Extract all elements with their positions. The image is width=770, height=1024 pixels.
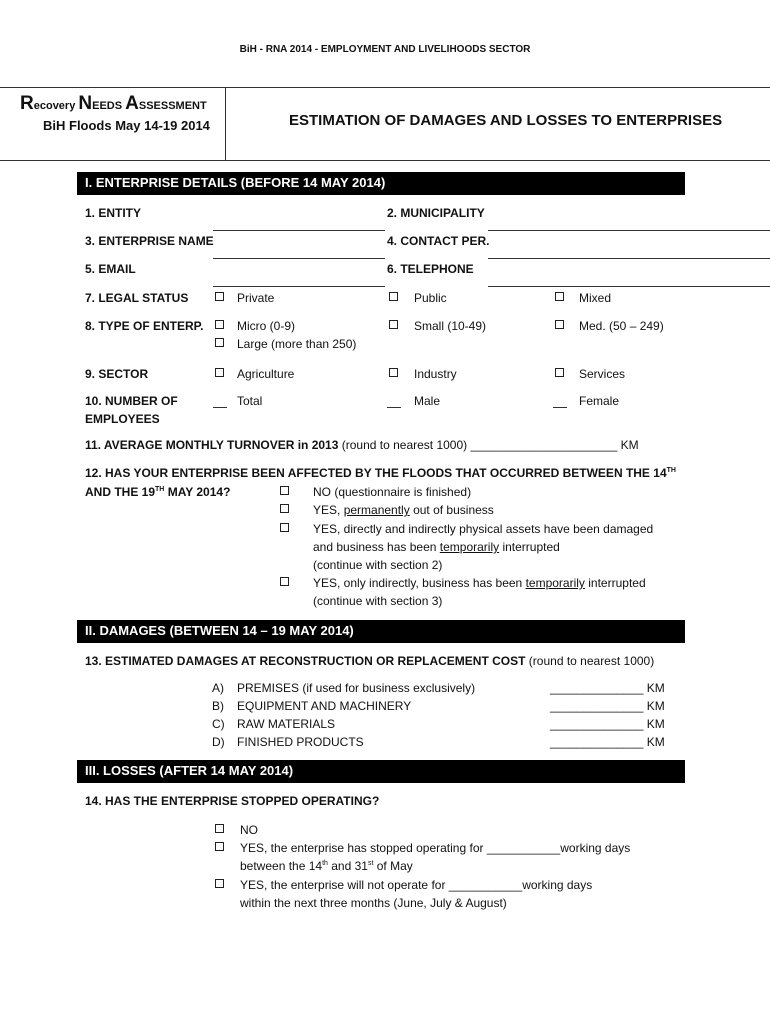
damage-premises-label: PREMISES (if used for business exclusively) <box>237 681 476 695</box>
legal-private-label: Private <box>237 291 275 305</box>
municipality-label: 2. MUNICIPALITY <box>387 206 485 220</box>
section-1-title: I. ENTERPRISE DETAILS (BEFORE 14 MAY 2014) <box>77 172 685 195</box>
type-large-checkbox[interactable] <box>215 338 224 347</box>
flood-no-label: NO (questionnaire is finished) <box>313 485 472 499</box>
legal-status-label: 7. LEGAL STATUS <box>85 291 189 305</box>
stopped-may-checkbox[interactable] <box>215 842 224 851</box>
rna-subtitle: BiH Floods May 14-19 2014 <box>43 118 210 133</box>
type-micro-checkbox[interactable] <box>215 320 224 329</box>
sector-label: 9. SECTOR <box>85 367 149 381</box>
damage-raw-materials-field[interactable]: ______________ KM <box>550 717 665 731</box>
employees-total-label: Total <box>237 394 263 408</box>
telephone-field[interactable] <box>488 286 770 287</box>
stopped-may-label-2: between the 14th and 31st of May <box>240 859 413 873</box>
flood-direct-label: YES, directly and indirectly physical assets have been damaged <box>313 522 654 536</box>
sector-industry-checkbox[interactable] <box>389 368 398 377</box>
flood-question: 12. HAS YOUR ENTERPRISE BEEN AFFECTED BY THE FLOODS THAT OCCURRED BETWEEN THE 14TH <box>85 466 676 480</box>
damage-finished-products-label: FINISHED PRODUCTS <box>237 735 364 749</box>
telephone-label: 6. TELEPHONE <box>387 262 474 276</box>
flood-permanent-label: YES, permanently out of business <box>313 503 494 517</box>
damage-letter-a: A) <box>212 681 224 695</box>
type-micro-label: Micro (0-9) <box>237 319 296 333</box>
flood-indirect-label: YES, only indirectly, business has been temporarily interrupted <box>313 576 646 590</box>
rna-title: Recovery NEEDS ASSESSMENT <box>20 93 207 114</box>
section-3-title: III. LOSSES (AFTER 14 MAY 2014) <box>77 760 685 783</box>
stopped-summer-label-2: within the next three months (June, July & August) <box>240 896 507 910</box>
damage-finished-products-field[interactable]: ______________ KM <box>550 735 665 749</box>
stopped-no-label: NO <box>240 823 258 837</box>
flood-permanent-checkbox[interactable] <box>280 504 289 513</box>
enterprise-type-label: 8. TYPE OF ENTERP. <box>85 319 204 333</box>
legal-mixed-label: Mixed <box>579 291 612 305</box>
document-header: BiH - RNA 2014 - EMPLOYMENT AND LIVELIHOODS SECTOR <box>239 44 531 55</box>
legal-private-checkbox[interactable] <box>215 292 224 301</box>
email-label: 5. EMAIL <box>85 262 136 276</box>
stopped-summer-checkbox[interactable] <box>215 879 224 888</box>
sector-services-label: Services <box>579 367 626 381</box>
contact-label: 4. CONTACT PER. <box>387 234 490 248</box>
municipality-field[interactable] <box>488 230 770 231</box>
type-small-checkbox[interactable] <box>389 320 398 329</box>
flood-no-checkbox[interactable] <box>280 486 289 495</box>
employees-female-field[interactable] <box>553 407 567 408</box>
entity-label: 1. ENTITY <box>85 206 142 220</box>
legal-mixed-checkbox[interactable] <box>555 292 564 301</box>
stopped-summer-label: YES, the enterprise will not operate for ___________working days <box>240 878 593 892</box>
flood-direct-label-3: (continue with section 2) <box>313 558 443 572</box>
sector-services-checkbox[interactable] <box>555 368 564 377</box>
type-small-label: Small (10-49) <box>414 319 487 333</box>
damage-letter-d: D) <box>212 735 225 749</box>
employees-female-label: Female <box>579 394 620 408</box>
document-title: ESTIMATION OF DAMAGES AND LOSSES TO ENTERPRISES <box>289 112 723 129</box>
employees-male-field[interactable] <box>387 407 401 408</box>
type-medium-checkbox[interactable] <box>555 320 564 329</box>
contact-field[interactable] <box>488 258 770 259</box>
turnover-question: 11. AVERAGE MONTHLY TURNOVER in 2013 (round to nearest 1000) ______________________ KM <box>85 438 639 452</box>
section-2-title: II. DAMAGES (BETWEEN 14 – 19 MAY 2014) <box>77 620 685 643</box>
sector-agriculture-label: Agriculture <box>237 367 295 381</box>
flood-direct-label-2: and business has been temporarily interrupted <box>313 540 560 554</box>
damage-equipment-field[interactable]: ______________ KM <box>550 699 665 713</box>
enterprise-name-field[interactable] <box>213 258 385 259</box>
title-band-divider <box>225 87 226 160</box>
type-medium-label: Med. (50 – 249) <box>579 319 664 333</box>
stopped-may-label: YES, the enterprise has stopped operating for ___________working days <box>240 841 631 855</box>
employees-total-field[interactable] <box>213 407 227 408</box>
stopped-operating-question: 14. HAS THE ENTERPRISE STOPPED OPERATING? <box>85 794 380 808</box>
damage-premises-field[interactable]: ______________ KM <box>550 681 665 695</box>
enterprise-name-label: 3. ENTERPRISE NAME <box>85 234 214 248</box>
sector-agriculture-checkbox[interactable] <box>215 368 224 377</box>
damage-equipment-label: EQUIPMENT AND MACHINERY <box>237 699 412 713</box>
employees-male-label: Male <box>414 394 441 408</box>
flood-indirect-label-2: (continue with section 3) <box>313 594 443 608</box>
flood-direct-checkbox[interactable] <box>280 523 289 532</box>
type-large-label: Large (more than 250) <box>237 337 357 351</box>
employees-label: 10. NUMBER OF <box>85 394 178 408</box>
damage-letter-b: B) <box>212 699 224 713</box>
damage-raw-materials-label: RAW MATERIALS <box>237 717 336 731</box>
sector-industry-label: Industry <box>414 367 457 381</box>
damage-letter-c: C) <box>212 717 225 731</box>
stopped-no-checkbox[interactable] <box>215 824 224 833</box>
flood-indirect-checkbox[interactable] <box>280 577 289 586</box>
damages-question: 13. ESTIMATED DAMAGES AT RECONSTRUCTION OR REPLACEMENT COST (round to nearest 1000) <box>85 654 655 668</box>
entity-field[interactable] <box>213 230 385 231</box>
employees-label-2: EMPLOYEES <box>85 412 160 426</box>
legal-public-label: Public <box>414 291 447 305</box>
flood-question-2: AND THE 19TH MAY 2014? <box>85 485 231 499</box>
email-field[interactable] <box>213 286 385 287</box>
legal-public-checkbox[interactable] <box>389 292 398 301</box>
